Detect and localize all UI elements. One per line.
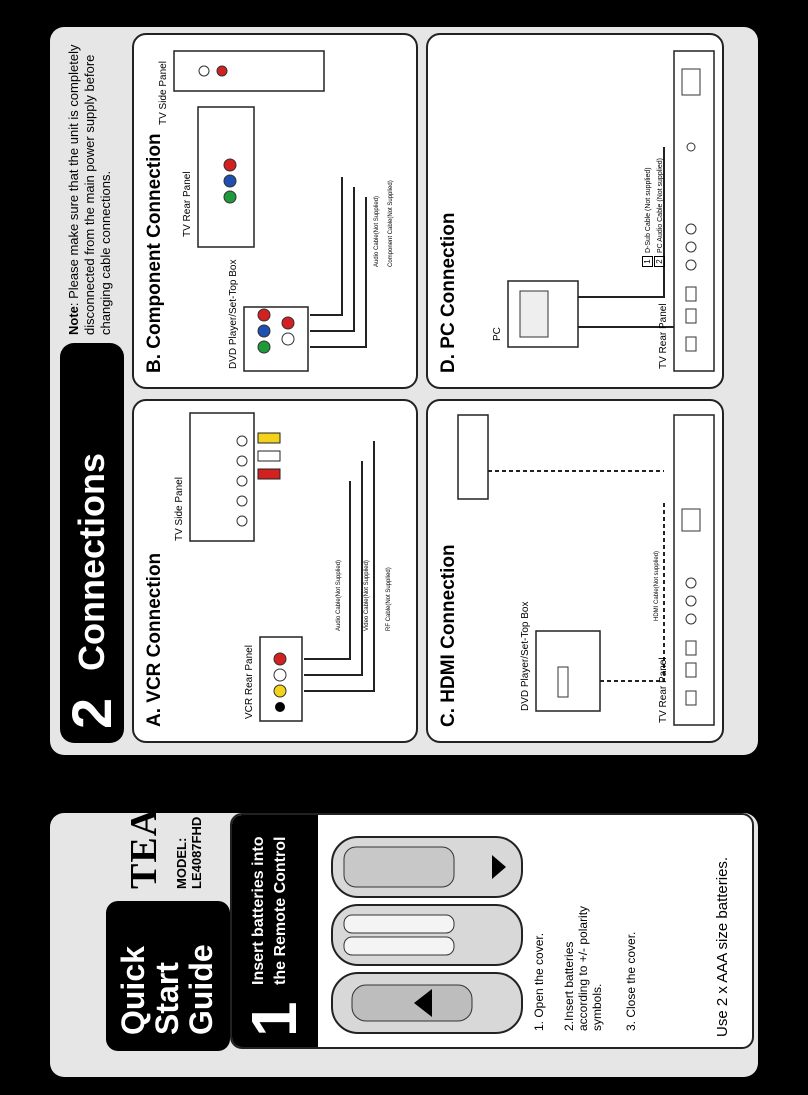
step-number: 1 [238,1001,310,1037]
title-line-guide: Guide [183,944,219,1035]
vcr-diagram [134,401,416,741]
connections-sheet [50,27,758,755]
pc-connection-panel [426,33,724,389]
vcr-audio-cable-label: Audio Cable(Not Supplied) [336,559,342,631]
pc-audio-cable-label [654,158,665,267]
battery-step-panel [230,813,754,1049]
pc-cable2-text: PC Audio Cable (Not supplied) [657,158,664,253]
note-text: : Please make sure that the unit is completely disconnected from the main power supply before changing cable connections. [66,44,113,335]
title-line-quick: Quick [115,946,151,1035]
instruction-open-cover: 1. Open the cover. [532,932,546,1031]
brand-logo: TEAC [123,779,165,889]
battery-size-note: Use 2 x AAA size batteries. [714,856,731,1037]
component-audio-cable-label: Audio Cable(Not Supplied) [374,195,380,267]
model-number: MODEL: LE4087FHD [174,816,204,889]
pc-cable1-number: 1 [642,256,653,267]
note-label: Note [66,306,81,335]
instruction-insert-batteries-3: symbols. [590,983,604,1031]
connections-banner [60,343,124,743]
hdmi-tv-rear-panel-label: TV Rear Panel [658,657,669,723]
component-title: B. Component Connection [144,133,165,373]
hdmi-title: C. HDMI Connection [438,544,459,727]
pc-label: PC [492,327,503,341]
instruction-insert-batteries-1: 2.Insert batteries [562,941,576,1031]
hdmi-cable-label: HDMI Cable(Not supplied) [654,550,660,621]
pc-cable2-number: 2 [654,256,665,267]
component-tv-side-panel-label: TV Side Panel [158,61,169,125]
safety-note [66,35,114,335]
pc-title: D. PC Connection [438,212,459,373]
quick-start-sheet [50,779,758,1077]
remote-close-cover-illustration [332,837,522,897]
component-dvd-label: DVD Player/Set-Top Box [228,259,239,369]
vcr-rear-panel-label: VCR Rear Panel [244,645,255,719]
vcr-connection-panel [132,399,418,743]
hdmi-dvd-label: DVD Player/Set-Top Box [520,601,531,711]
instruction-close-cover: 3. Close the cover. [624,931,638,1031]
vcr-video-cable-label: Video Cable(Not Supplied) [364,560,370,631]
hdmi-connection-panel [426,399,724,743]
hdmi-diagram [428,401,722,741]
remote-insert-batteries-illustration [332,905,522,965]
vcr-tv-side-panel-label: TV Side Panel [174,477,185,541]
quick-start-title-box [106,901,230,1051]
title-line-start: Start [149,962,185,1035]
component-video-cable-label: Component Cable(Not Supplied) [388,180,394,267]
component-connection-panel [132,33,418,389]
pc-tv-rear-panel-label: TV Rear Panel [658,303,669,369]
step-title-line-1: Insert batteries into [250,836,267,985]
remote-open-cover-illustration [332,973,522,1033]
vcr-rf-cable-label: RF Cable(Not Supplied) [386,567,392,631]
vcr-title: A. VCR Connection [144,552,165,727]
section-title: Connections [71,452,112,671]
section-number: 2 [60,697,123,729]
pc-dsub-cable-label [642,167,653,267]
step-title-line-2: the Remote Control [272,836,289,985]
remote-illustrations [232,815,752,1047]
component-tv-rear-panel-label: TV Rear Panel [182,171,193,237]
pc-cable1-text: D-Sub Cable (Not supplied) [645,167,652,253]
instruction-insert-batteries-2: according to +/- polarity [576,905,590,1031]
pc-diagram [428,35,722,387]
